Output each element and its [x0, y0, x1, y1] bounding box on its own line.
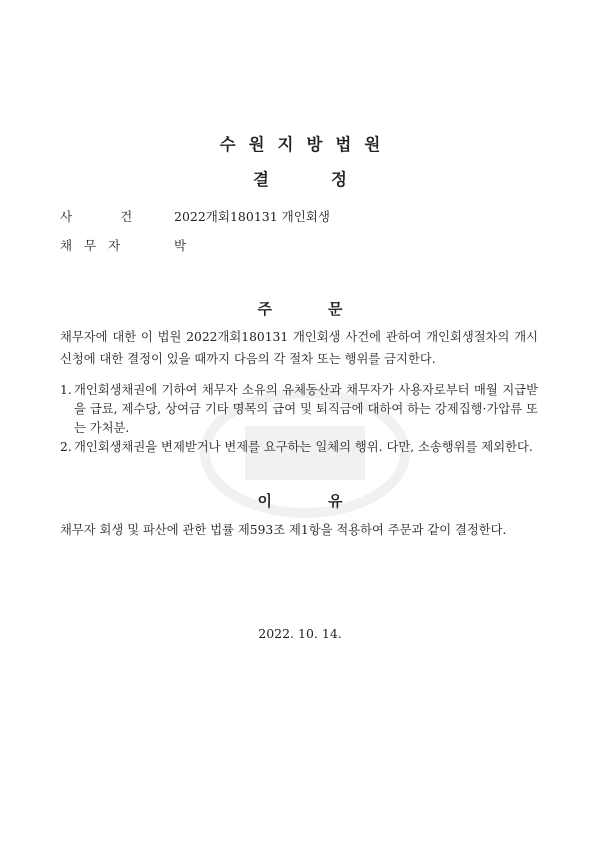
reason-heading [0, 490, 600, 511]
order-heading [0, 298, 600, 319]
document-title [0, 166, 600, 190]
debtor-name: 박 [174, 238, 187, 253]
order-item-number: 1. [60, 383, 72, 397]
case-number: 2022개회180131 개인회생 [174, 209, 330, 224]
reason-heading-char-1: 이 [257, 492, 272, 510]
order-intro: 채무자에 대한 이 법원 2022개회180131 개인회생 사건에 관하여 개인회생절차의 개시신청에 대한 결정이 있을 때까지 다음의 각 절차 또는 행위를 금지한다. [60, 330, 538, 366]
debtor-label: 채무자 [60, 238, 133, 253]
decision-date: 2022. 10. 14. [258, 626, 342, 641]
order-item-text: 개인회생채권을 변제받거나 변제를 요구하는 일체의 행위. 다만, 소송행위를 제외한다. [74, 440, 533, 454]
court-name: 수원지방법원 [219, 135, 394, 154]
order-heading-char-2: 문 [328, 300, 343, 318]
title-char-1: 결 [253, 170, 269, 189]
order-item-text: 개인회생채권에 기하여 채무자 소유의 유체동산과 채무자가 사용자로부터 매월 지급받을 급료, 제수당, 상여금 기타 명목의 급여 및 퇴직금에 대하여 하는 강제집행·가압류 또는 가처분. [74, 383, 538, 435]
order-heading-char-1: 주 [257, 300, 272, 318]
reason-heading-char-2: 유 [328, 492, 343, 510]
case-label [60, 207, 132, 225]
title-char-2: 정 [331, 170, 347, 189]
case-label-char-1: 사 [60, 209, 73, 224]
reason-text: 채무자 회생 및 파산에 관한 법률 제593조 제1항을 적용하여 주문과 같이 결정한다. [60, 523, 507, 537]
case-label-char-2: 건 [120, 209, 133, 224]
order-item-number: 2. [60, 440, 72, 454]
